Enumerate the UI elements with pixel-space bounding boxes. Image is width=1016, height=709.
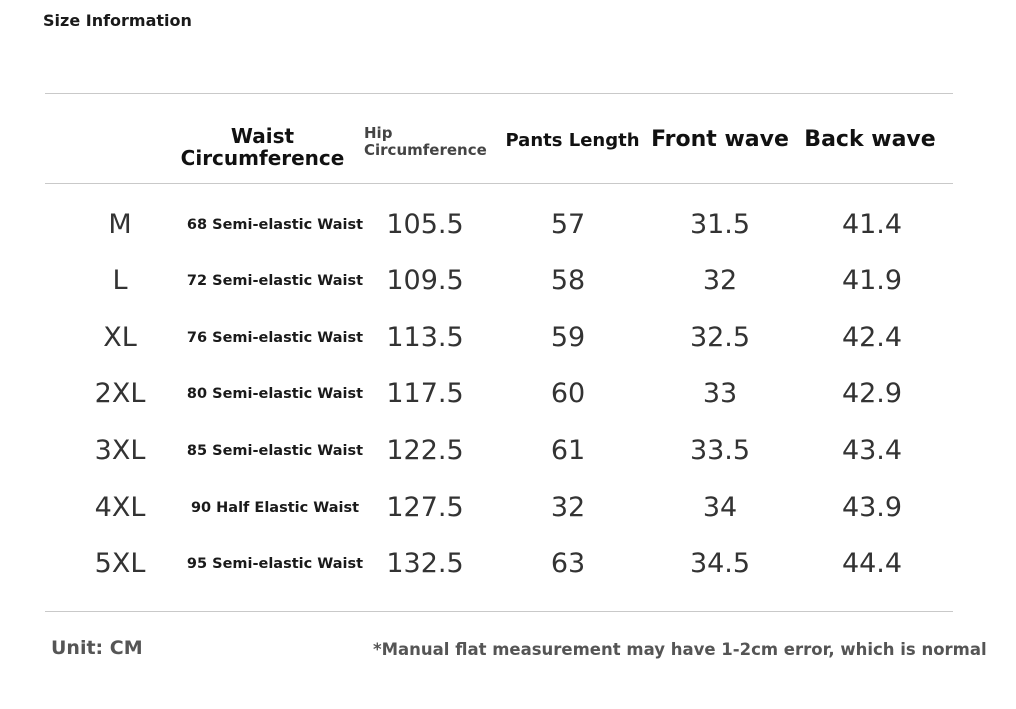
front-wave-cell: 34.5 bbox=[689, 548, 751, 579]
size-cell: 3XL bbox=[94, 435, 146, 466]
table-row bbox=[0, 374, 1016, 414]
front-wave-cell: 32.5 bbox=[689, 322, 751, 353]
hip-cell: 122.5 bbox=[386, 435, 464, 466]
top-divider bbox=[45, 93, 953, 94]
header-pants-length: Pants Length bbox=[505, 130, 640, 151]
waist-cell: 72 Semi-elastic Waist bbox=[186, 273, 364, 289]
back-wave-cell: 42.9 bbox=[841, 378, 903, 409]
front-wave-cell: 32 bbox=[702, 265, 738, 296]
hip-cell: 105.5 bbox=[386, 209, 464, 240]
front-wave-cell: 33 bbox=[702, 378, 738, 409]
table-row bbox=[0, 205, 1016, 245]
waist-cell: 76 Semi-elastic Waist bbox=[186, 330, 364, 346]
waist-cell: 80 Semi-elastic Waist bbox=[186, 386, 364, 402]
back-wave-cell: 43.4 bbox=[841, 435, 903, 466]
size-cell: M bbox=[108, 209, 132, 240]
front-wave-cell: 34 bbox=[702, 492, 738, 523]
hip-cell: 109.5 bbox=[386, 265, 464, 296]
back-wave-cell: 41.4 bbox=[841, 209, 903, 240]
pants-length-cell: 61 bbox=[550, 435, 586, 466]
pants-length-cell: 32 bbox=[550, 492, 586, 523]
table-row bbox=[0, 544, 1016, 584]
table-row bbox=[0, 261, 1016, 301]
hip-cell: 127.5 bbox=[386, 492, 464, 523]
measurement-note: *Manual flat measurement may have 1-2cm error, which is normal bbox=[373, 640, 987, 659]
hip-cell: 117.5 bbox=[386, 378, 464, 409]
hip-cell: 132.5 bbox=[386, 548, 464, 579]
table-row bbox=[0, 318, 1016, 358]
back-wave-cell: 41.9 bbox=[841, 265, 903, 296]
pants-length-cell: 58 bbox=[550, 265, 586, 296]
back-wave-cell: 43.9 bbox=[841, 492, 903, 523]
waist-cell: 85 Semi-elastic Waist bbox=[186, 443, 364, 459]
back-wave-cell: 44.4 bbox=[841, 548, 903, 579]
size-cell: 2XL bbox=[94, 378, 146, 409]
front-wave-cell: 31.5 bbox=[689, 209, 751, 240]
size-cell: 5XL bbox=[94, 548, 146, 579]
bottom-divider bbox=[45, 611, 953, 612]
pants-length-cell: 63 bbox=[550, 548, 586, 579]
pants-length-cell: 60 bbox=[550, 378, 586, 409]
table-row bbox=[0, 431, 1016, 471]
header-back-wave: Back wave bbox=[804, 127, 936, 152]
waist-cell: 68 Semi-elastic Waist bbox=[186, 217, 364, 233]
size-cell: 4XL bbox=[94, 492, 146, 523]
pants-length-cell: 59 bbox=[550, 322, 586, 353]
waist-cell: 90 Half Elastic Waist bbox=[190, 500, 360, 516]
back-wave-cell: 42.4 bbox=[841, 322, 903, 353]
size-cell: XL bbox=[103, 322, 137, 353]
unit-label: Unit: CM bbox=[51, 637, 143, 659]
waist-cell: 95 Semi-elastic Waist bbox=[186, 556, 364, 572]
header-hip-circumference: Hip Circumference bbox=[364, 124, 487, 159]
size-cell: L bbox=[112, 265, 128, 296]
hip-cell: 113.5 bbox=[386, 322, 464, 353]
front-wave-cell: 33.5 bbox=[689, 435, 751, 466]
page-title: Size Information bbox=[43, 11, 192, 30]
header-divider bbox=[45, 183, 953, 184]
table-row bbox=[0, 488, 1016, 528]
header-waist-circumference: Waist Circumference bbox=[180, 124, 345, 170]
pants-length-cell: 57 bbox=[550, 209, 586, 240]
header-front-wave: Front wave bbox=[651, 127, 789, 152]
